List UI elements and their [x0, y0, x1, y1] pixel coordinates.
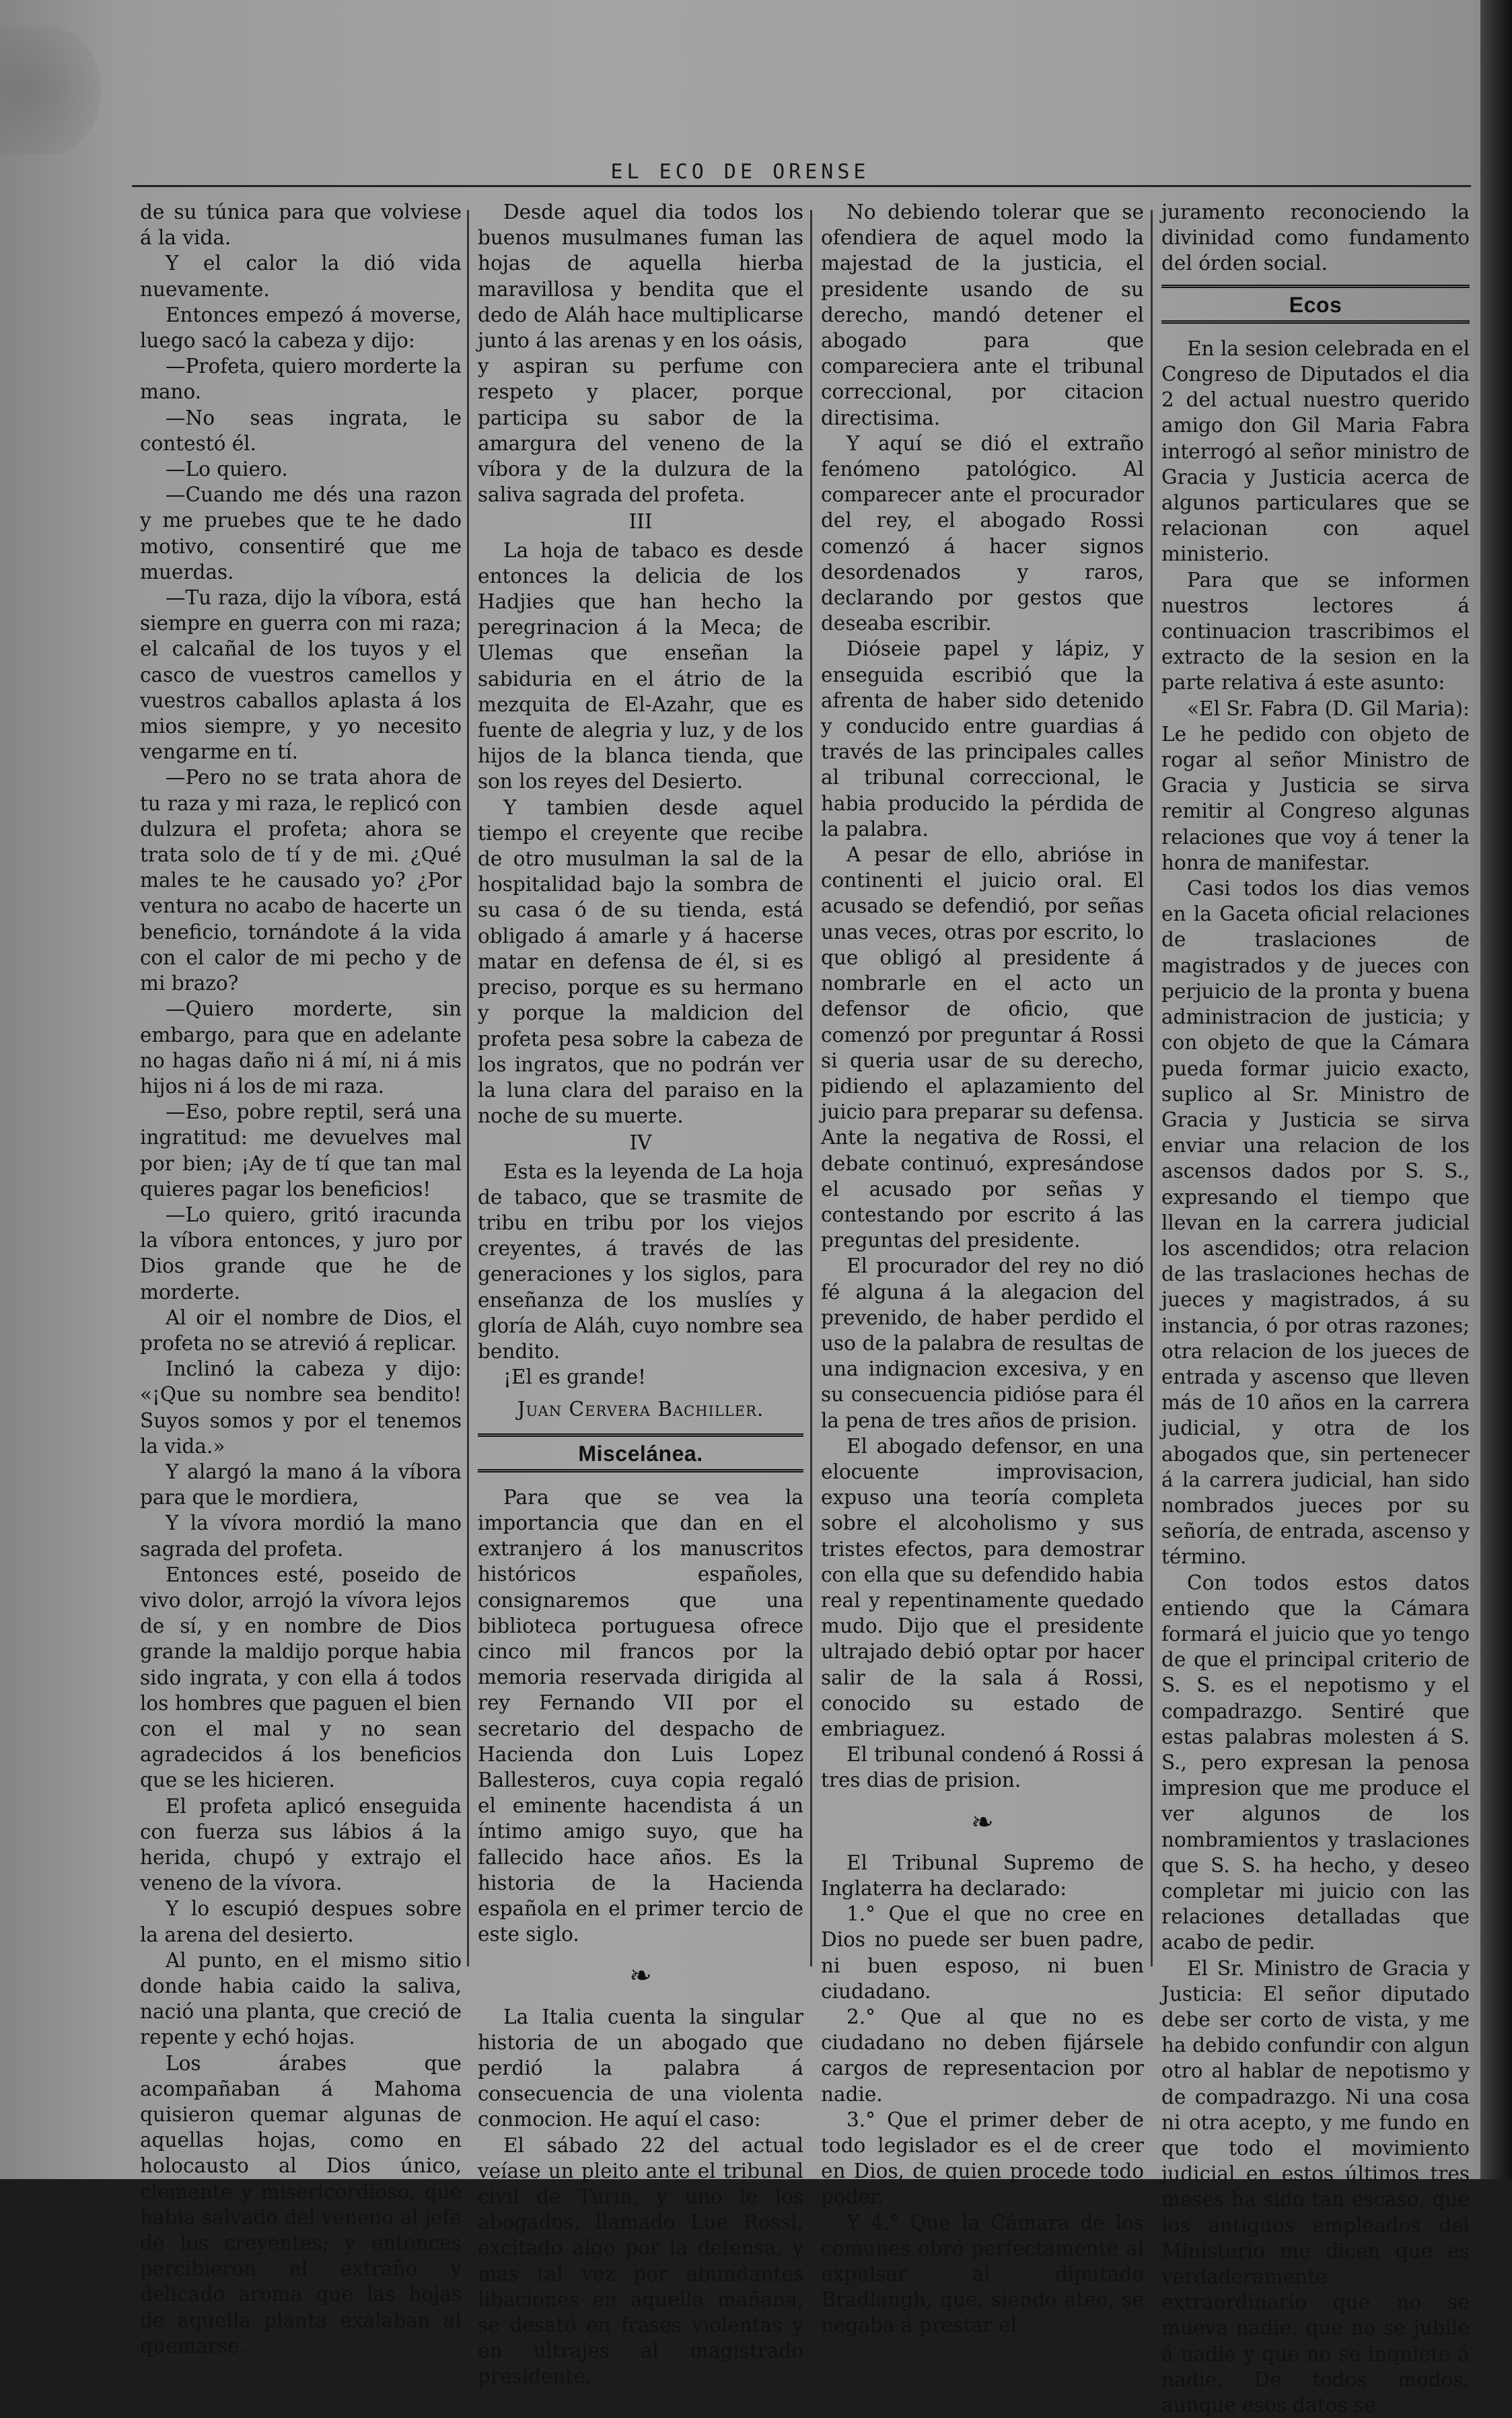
paragraph: Y alargó la mano á la víbora para que le mordiera, [140, 1460, 462, 1509]
paragraph: En la sesion celebrada en el Congreso de Diputados el dia 2 del actual nuestro querido amigo don Gil Maria Fabra interrogó al señor ministro de Gracia y Justicia acerca de algunos particulares que se relacionan con aquel ministerio. [1161, 336, 1470, 566]
paragraph: La hoja de tabaco es desde entonces la delicia de los Hadjies que han hecho la peregrinacion á la Meca; de Ulemas que enseñan la sabiduria en el átrio de la mezquita de El-Azahr, que es fuente de alegria y luz, y de los hijos de la blanca tienda, que son los reyes del Desierto. [478, 538, 803, 793]
paragraph: El Tribunal Supremo de Inglaterra ha declarado: [821, 1851, 1144, 1900]
paragraph: Entonces esté, poseido de vivo dolor, arrojó la vívora lejos de sí, y en nombre de Dios grande la maldijo porque habia sido ingrata, y con ella á todos los hombres que paguen el bien con el mal y no sean agradecidos á los beneficios que se les hicieren. [140, 1563, 462, 1792]
paragraph: —No seas ingrata, le contestó él. [140, 406, 462, 455]
paragraph: —Lo quiero. [166, 458, 288, 481]
paragraph: —Lo quiero, gritó iracunda la víbora entonces, y juro por Dios grande que he de morderte. [140, 1203, 462, 1304]
paragraph: El tribunal condenó á Rossi á tres dias de prision. [821, 1743, 1144, 1792]
column-rule [467, 210, 469, 1966]
paragraph: Inclinó la cabeza y dijo: «¡Que su nombre sea bendito! Suyos somos y por el tenemos la vida.» [140, 1357, 462, 1458]
paragraph: A pesar de ello, abrióse in continenti el juicio oral. El acusado se defendió, por señas unas veces, otras por escrito, lo que obligó al presidente á nombrarle en el acto un defensor de oficio, que comenzó por preguntar á Rossi si queria usar de su derecho, pidiendo el aplazamiento del juicio para preparar su defensa. Ante la negativa de Rossi, el debate continuó, expresándose el acusado por señas y contestando por escrito á las preguntas del presidente. [821, 843, 1144, 1252]
section-heading: Ecos [1161, 285, 1470, 324]
paragraph: Y 4.° Que la Cámara de los comunes obró perfectamente al expulsar al diputado Bradlangh, que, siendo ateo, se negaba á prestar el [821, 2211, 1144, 2337]
paragraph: «El Sr. Fabra (D. Gil Maria): Le he pedido con objeto de rogar al señor Ministro de Gracia y Justicia se sirva remitir al Congreso algunas relaciones que voy á tener la honra de manifestar. [1161, 697, 1470, 874]
paragraph: ¡El es grande! [503, 1365, 646, 1389]
paragraph: —Quiero morderte, sin embargo, para que en adelante no hagas daño ni á mí, ni á mis hijos ni á los de mi raza. [140, 997, 462, 1098]
paragraph: La Italia cuenta la singular historia de un abogado que perdió la palabra á consecuencia de una violenta conmocion. He aquí el caso: [478, 2005, 803, 2131]
ornament-icon: ❧ [971, 1806, 994, 1838]
paragraph: El procurador del rey no dió fé alguna á la alegacion del prevenido, de haber perdido el uso de la palabra de resultas de una indignacion excesiva, y en su consecuencia pidióse para él la pena de tres años de prision. [821, 1254, 1144, 1432]
paragraph: de su túnica para que volviese á la vida. [140, 201, 462, 250]
paragraph: Desde aquel dia todos los buenos musulmanes fuman las hojas de aquella hierba maravillosa y bendita que el dedo de Aláh hace multiplicarse junto á las arenas y en los oásis, y aspiran su perfume con respeto y placer, porque participa su sabor de la amargura del veneno de la víbora y de la dulzura de la saliva sagrada del profeta. [478, 201, 803, 507]
paragraph: Entonces empezó á moverse, luego sacó la cabeza y dijo: [140, 303, 462, 353]
paragraph: Y la vívora mordió la mano sagrada del profeta. [140, 1512, 462, 1561]
column-1 [140, 199, 462, 2357]
library-stamp [0, 27, 101, 155]
paragraph: —Profeta, quiero morderte la mano. [140, 355, 462, 404]
section-number: IV [629, 1131, 652, 1155]
paragraph: 3.° Que el primer deber de todo legislador es el de creer en Dios, de quien procede todo poder. [821, 2108, 1144, 2209]
paragraph: Para que se informen nuestros lectores á continuacion trascribimos el extracto de la sesion en la parte relativa á este asunto: [1161, 568, 1470, 695]
paragraph: El Sr. Ministro de Gracia y Justicia: El señor diputado debe ser corto de vista, y me ha debido confundir con algun otro al hablar de nepotismo y de compadrazgo. Ni una cosa ni otra acepto, y me fundo en que todo el movimiento judicial en estos últimos tres meses ha sido tan escaso, que los antiguos empleados del Ministerio me dicen que es verdaderamente extraordinario que no se mueva nadie, que no se jubile á nadie y que no se inquiete á nadie. De todos modos, aunque esos datos se [1161, 1956, 1470, 2417]
author-signature: Juan Cervera Bachiller. [517, 1398, 764, 1421]
column-rule [810, 210, 812, 1966]
paragraph: Los árabes que acompañaban á Mahoma quisieron quemar algunas de aquellas hojas, como en holocausto al Dios único, clemente y misericordioso, que habia salvado del veneno al jefe de los creyentes; y entonces percibieron el extraño y delicado aroma que las hojas de aquella planta exalaban al quemarse. [140, 2051, 462, 2357]
paragraph: Para que se vea la importancia que dan en el extranjero á los manuscritos históricos españoles, consignaremos que una biblioteca portuguesa ofrece cinco mil francos por la memoria reservada dirigida al rey Fernando VII por el secretario del despacho de Hacienda don Luis Lopez Ballesteros, cuya copia regaló el eminente hacendista á un íntimo amigo suyo, que ha fallecido hace años. Es la historia de la Hacienda española en el primer tercio de este siglo. [478, 1485, 803, 1946]
column-rule [1151, 210, 1153, 1966]
paragraph: —Cuando me dés una razon y me pruebes que te he dado motivo, consentiré que me muerdas. [140, 483, 462, 583]
paragraph: —Pero no se trata ahora de tu raza y mi raza, le replicó con dulzura el profeta; ahora se trata solo de tí y de mi. ¿Qué males te he causado yo? ¿Por ventura no acabo de hacerte un beneficio, tornándote á la vida con el calor de mi pecho y de mi brazo? [140, 766, 462, 995]
paragraph: El sábado 22 del actual veíase un pleito ante el tribunal civil de Turin, y uno le los abogados, llamado Lue Rossi, excitado algo por la defensa, y mas tal vez por abundantes libaciones en aquella mañana, se desató en frases violentas y en ultrajes al magistrado presidente. [478, 2133, 803, 2388]
paragraph: Con todos estos datos entiendo que la Cámara formará el juicio que yo tengo de que el principal criterio de S. S. es el nepotismo y el compadrazgo. Sentiré que estas palabras molesten á S. S., pero expresan la penosa impresion que me produce el ver algunos de los nombramientos y traslaciones que S. S. ha hecho, y deseo completar mi juicio con las relaciones detalladas que acabo de pedir. [1161, 1571, 1470, 1954]
paragraph: Casi todos los dias vemos en la Gaceta oficial relaciones de traslaciones de magistrados y de jueces con perjuicio de la pronta y buena administracion de justicia; y con objeto de que la Cámara pueda formar juicio exacto, suplico al Sr. Ministro de Gracia y Justicia se sirva enviar una relacion de los ascensos dados por S. S., expresando el tiempo que llevan en la carrera judicial los ascendidos; otra relacion de las traslaciones hechas de jueces y magistrados, á su instancia, ó por otras razones; otra relacion de los jueces de entrada y ascenso que lleven más de 10 años en la carrera judicial, y otra de los abogados que, sin pertenecer á la carrera judicial, han sido nombrados jueces por su señoría, de entrada, ascenso y término. [1161, 877, 1470, 1569]
paragraph: juramento reconociendo la divinidad como fundamento del órden social. [1161, 201, 1470, 275]
paragraph: El profeta aplicó enseguida con fuerza sus lábios á la herida, chupó y extrajo el veneno de la vívora. [140, 1794, 462, 1895]
column-2 [478, 199, 803, 2388]
paragraph: El abogado defensor, en una elocuente improvisacion, expuso una teoría completa sobre el alcoholismo y sus tristes efectos, para demostrar con ella que su defendido habia real y repentinamente quedado mudo. Dijo que el presidente ultrajado debió optar por hacer salir de la sala á Rossi, conocido su estado de embriaguez. [821, 1434, 1144, 1740]
paragraph: —Tu raza, dijo la víbora, está siempre en guerra con mi raza; el calcañal de los tuyos y el casco de vuestros camellos y vuestros caballos aplasta á los mios siempre, y yo necesito vengarme en tí. [140, 586, 462, 764]
paragraph: 1.° Que el que no cree en Dios no puede ser buen padre, ni buen esposo, ni buen ciudadano. [821, 1903, 1144, 2003]
column-3 [821, 199, 1144, 2337]
section-number: III [628, 510, 653, 534]
paragraph: Y el calor la dió vida nuevamente. [140, 252, 462, 301]
paragraph: Al punto, en el mismo sitio donde habia caido la saliva, nació una planta, que creció de repente y echó hojas. [140, 1948, 462, 2049]
paragraph: Esta es la leyenda de La hoja de tabaco, que se trasmite de tribu en tribu por los viejos creyentes, á través de las generaciones y los siglos, para enseñanza de los muslíes y gloría de Aláh, cuyo nombre sea bendito. [478, 1160, 803, 1363]
column-4 [1161, 199, 1470, 2417]
paragraph: Dióseie papel y lápiz, y enseguida escribió que la afrenta de haber sido detenido y conducido entre guardias á través de las principales calles al tribunal correccional, le habia producido la pérdida de la palabra. [821, 637, 1144, 841]
binding-edge [1480, 0, 1512, 2179]
running-head: EL ECO DE ORENSE [610, 160, 870, 184]
header-rule [132, 185, 1471, 187]
paragraph: Y tambien desde aquel tiempo el creyente que recibe de otro musulman la sal de la hospitalidad bajo la sombra de su casa ó de su tienda, está obligado á amarle y á hacerse matar en defensa de él, si es preciso, porque es su hermano y porque la maldicion del profeta pesa sobre la cabeza de los ingratos, que no podrán ver la luna clara del paraiso en la noche de su muerte. [478, 795, 803, 1128]
paragraph: Al oir el nombre de Dios, el profeta no se atrevió á replicar. [140, 1306, 462, 1355]
paragraph: 2.° Que al que no es ciudadano no deben fijársele cargos de representacion por nadie. [821, 2005, 1144, 2106]
ornament-icon: ❧ [629, 1960, 652, 1992]
paragraph: Y lo escupió despues sobre la arena del desierto. [140, 1897, 462, 1946]
paragraph: No debiendo tolerar que se ofendiera de aquel modo la majestad de la justicia, el presidente usando de su derecho, mandó detener el abogado para que compareciera ante el tribunal correccional, por citacion directisima. [821, 201, 1144, 429]
section-heading: Miscelánea. [478, 1433, 803, 1472]
paragraph: Y aquí se dió el extraño fenómeno patológico. Al comparecer ante el procurador del rey, el abogado Rossi comenzó á hacer signos desordenados y raros, declarando por gestos que deseaba escribir. [821, 431, 1144, 635]
paragraph: —Eso, pobre reptil, será una ingratitud: me devuelves mal por bien; ¡Ay de tí que tan mal quieres pagar los beneficios! [140, 1100, 462, 1201]
